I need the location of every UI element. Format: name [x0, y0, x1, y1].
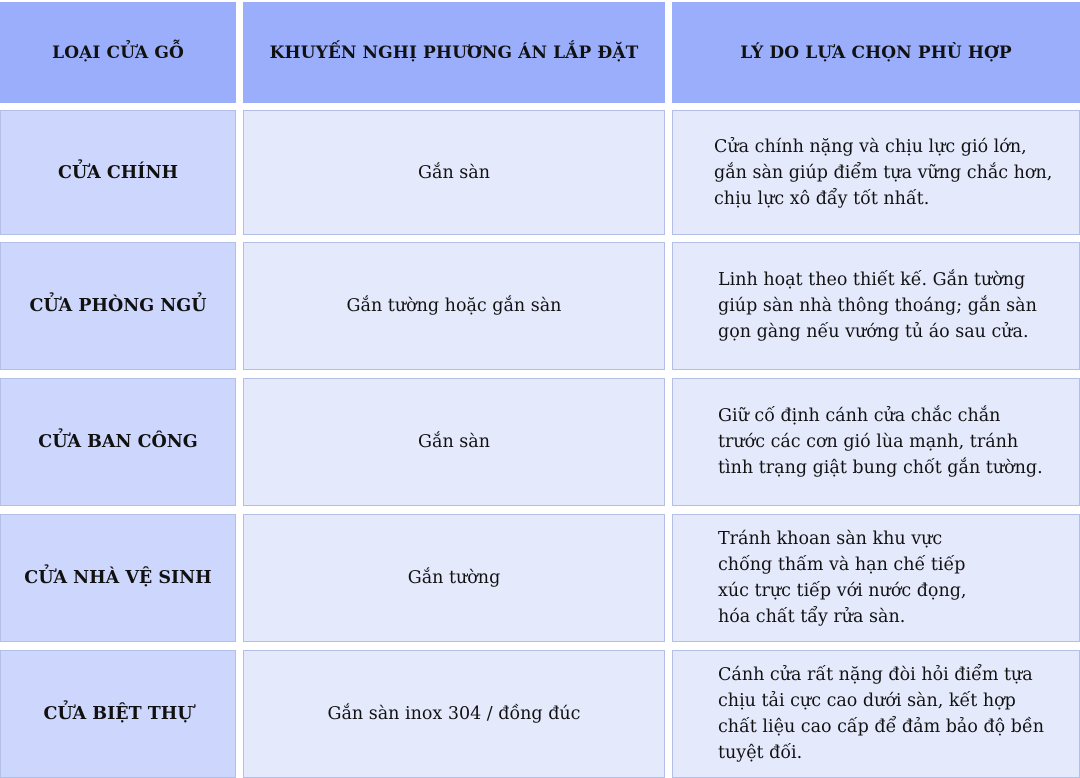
row-recommendation-cua-phong-ngu	[243, 242, 665, 370]
header-loai-cua-go	[0, 2, 236, 103]
row-type-cua-nha-ve-sinh	[0, 514, 236, 642]
row-reason-cua-chinh	[672, 110, 1080, 235]
reason-text: Tránh khoan sàn khu vực chống thấm và hạn chế tiếp xúc trực tiếp với nước đọng, hóa chất tẩy rửa sàn.	[718, 529, 967, 627]
recommendation-text: Gắn tường	[407, 568, 501, 588]
reason-text: Giữ cố định cánh cửa chắc chắn trước các cơn gió lùa mạnh, tránh tình trạng giật bung chốt gắn tường.	[718, 406, 1043, 478]
header-label: LOẠI CỬA GỖ	[52, 42, 184, 63]
header-label: LÝ DO LỰA CHỌN PHÙ HỢP	[740, 42, 1012, 63]
door-type-label: CỬA NHÀ VỆ SINH	[24, 568, 212, 588]
reason-text: Cánh cửa rất nặng đòi hỏi điểm tựa chịu tải cực cao dưới sàn, kết hợp chất liệu cao cấp để đảm bảo độ bền tuyệt đối.	[718, 665, 1044, 763]
row-recommendation-cua-nha-ve-sinh	[243, 514, 665, 642]
door-type-label: CỬA PHÒNG NGỦ	[29, 296, 207, 316]
row-recommendation-cua-ban-cong	[243, 378, 665, 506]
header-ly-do	[672, 2, 1080, 103]
recommendation-text: Gắn sàn	[418, 162, 490, 183]
reason-text: Cửa chính nặng và chịu lực gió lớn, gắn sàn giúp điểm tựa vững chắc hơn, chịu lực xô đẩy tốt nhất.	[714, 136, 1053, 209]
recommendation-text: Gắn tường hoặc gắn sàn	[346, 296, 562, 316]
row-reason-cua-ban-cong	[672, 378, 1080, 506]
row-type-cua-chinh	[0, 110, 236, 235]
door-type-label: CỬA BAN CÔNG	[38, 432, 198, 452]
door-type-label: CỬA BIỆT THỰ	[43, 704, 193, 724]
row-recommendation-cua-biet-thu	[243, 650, 665, 778]
header-khuyen-nghi	[243, 2, 665, 103]
row-type-cua-phong-ngu	[0, 242, 236, 370]
row-reason-cua-biet-thu	[672, 650, 1080, 778]
row-type-cua-biet-thu	[0, 650, 236, 778]
row-reason-cua-phong-ngu	[672, 242, 1080, 370]
recommendation-text: Gắn sàn	[418, 432, 490, 452]
row-recommendation-cua-chinh	[243, 110, 665, 235]
recommendation-text: Gắn sàn inox 304 / đồng đúc	[327, 704, 581, 724]
header-label: KHUYẾN NGHỊ PHƯƠNG ÁN LẮP ĐẶT	[269, 42, 639, 63]
row-reason-cua-nha-ve-sinh	[672, 514, 1080, 642]
door-type-label: CỬA CHÍNH	[57, 162, 179, 183]
row-type-cua-ban-cong	[0, 378, 236, 506]
reason-text: Linh hoạt theo thiết kế. Gắn tường giúp sàn nhà thông thoáng; gắn sàn gọn gàng nếu vướng tủ áo sau cửa.	[718, 270, 1037, 342]
